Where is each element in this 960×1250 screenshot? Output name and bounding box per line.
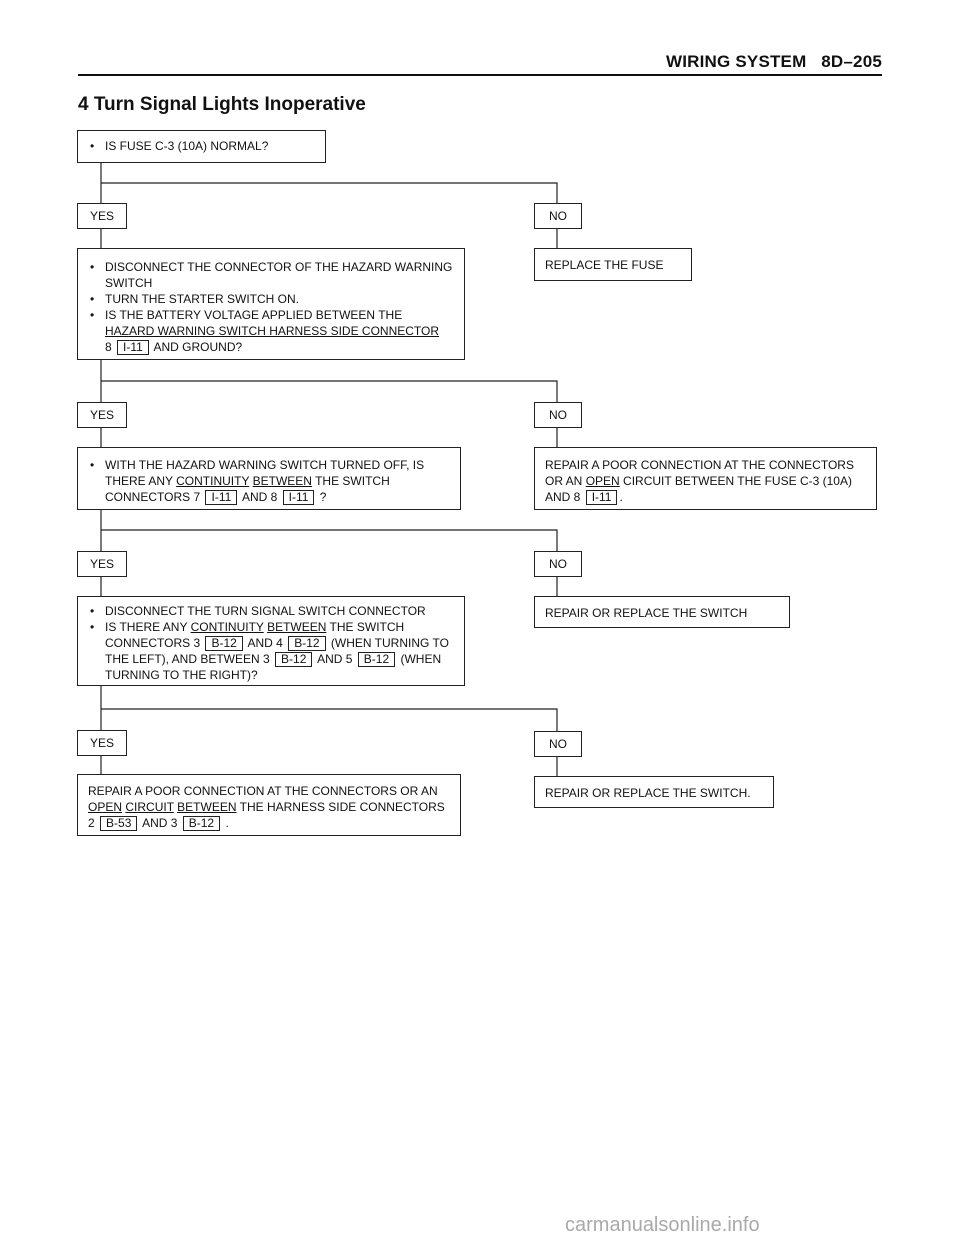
watermark: carmanualsonline.info [565, 1214, 760, 1236]
yes-label-1: YES [77, 203, 127, 229]
yes-label-2: YES [77, 402, 127, 428]
outcome-repair-switch [534, 596, 790, 628]
step-2-item-3 [88, 307, 456, 355]
step-5-line-3b: AND 3 [142, 816, 178, 830]
step-2-item-3-line-2: HAZARD WARNING SWITCH HARNESS SIDE CONNECTOR [105, 324, 440, 338]
no-label-3: NO [534, 551, 582, 577]
connector-tag: B-12 [358, 652, 395, 667]
step-4-line-2b: AND 4 [247, 636, 283, 650]
step-4-line-1e: THE SWITCH [326, 620, 405, 634]
no-label-2: NO [534, 402, 582, 428]
connector-tag: B-12 [183, 816, 220, 831]
outcome-2-line-1: REPAIR A POOR CONNECTION AT THE CONNECTORS [545, 458, 854, 472]
outcome-3-text: REPAIR OR REPLACE THE SWITCH [545, 606, 748, 620]
step-1-box [77, 130, 326, 163]
step-3-line-2e: THE SWITCH [311, 474, 390, 488]
page-title: 4 Turn Signal Lights Inoperative [78, 94, 366, 115]
connector-tag: I-11 [205, 490, 237, 505]
step-5-line-2e: BETWEEN [177, 800, 237, 814]
connector-tag: I-11 [117, 340, 149, 355]
line-s3-no [101, 530, 557, 551]
step-2-item-2: • TURN THE STARTER SWITCH ON. [88, 291, 456, 307]
outcome-repair-connection-fuse [534, 447, 877, 510]
yes-label-4: YES [77, 730, 127, 756]
step-3-line-2a: THERE ANY [105, 474, 177, 488]
step-3-question [88, 457, 452, 505]
step-2-item-3-line-1: IS THE BATTERY VOLTAGE APPLIED BETWEEN THE [105, 308, 403, 322]
outcome-2-line-2b: OPEN [585, 474, 620, 488]
outcome-repair-switch-final [534, 776, 774, 808]
step-4-line-2a: CONNECTORS 3 [105, 636, 201, 650]
step-4-item-1: • DISCONNECT THE TURN SIGNAL SWITCH CONNECTOR [88, 603, 456, 619]
outcome-2-line-2c: CIRCUIT BETWEEN THE FUSE C-3 (10A) [619, 474, 852, 488]
connector-tag: B-12 [275, 652, 312, 667]
step-2-box [77, 248, 465, 360]
outcome-2-line-3b: . [619, 490, 623, 504]
connector-tag: I-11 [283, 490, 315, 505]
step-4-line-1b: CONTINUITY [190, 620, 264, 634]
step-1-question: • IS FUSE C-3 (10A) NORMAL? [88, 138, 317, 154]
page-number: 8D–205 [821, 52, 882, 71]
step-2-pin: 8 [105, 340, 112, 354]
step-3-line-3a: CONNECTORS 7 [105, 490, 201, 504]
step-4-line-3a: THE LEFT), AND BETWEEN 3 [105, 652, 270, 666]
outcome-2-line-2a: OR AN [545, 474, 586, 488]
step-3-line-3c: ? [319, 490, 327, 504]
step-5-line-1: REPAIR A POOR CONNECTION AT THE CONNECTORS OR AN [88, 784, 438, 798]
yes-label-3: YES [77, 551, 127, 577]
step-3-line-2d: BETWEEN [252, 474, 312, 488]
step-4-line-1a: IS THERE ANY [105, 620, 191, 634]
step-3-box [77, 447, 461, 510]
step-4-line-3b: AND 5 [317, 652, 353, 666]
line-s2-no [101, 381, 557, 402]
step-2-tail: AND GROUND? [153, 340, 243, 354]
step-4-line-4: TURNING TO THE RIGHT)? [105, 668, 258, 682]
step-3-line-1: WITH THE HAZARD WARNING SWITCH TURNED OFF, IS [105, 458, 425, 472]
no-label-4: NO [534, 731, 582, 757]
step-2-item-1: • DISCONNECT THE CONNECTOR OF THE HAZARD WARNING SWITCH [88, 259, 456, 291]
step-4-line-1d: BETWEEN [267, 620, 327, 634]
connector-tag: I-11 [586, 490, 618, 505]
connector-tag: B-12 [205, 636, 242, 651]
step-4-item-2 [88, 619, 456, 683]
outcome-1-text: REPLACE THE FUSE [545, 258, 664, 272]
step-5-line-2a: OPEN [88, 800, 123, 814]
step-5-line-2f: THE HARNESS SIDE CONNECTORS [236, 800, 445, 814]
outcome-replace-fuse [534, 248, 692, 281]
step-5-line-3c: . [225, 816, 229, 830]
step-3-line-2b: CONTINUITY [176, 474, 250, 488]
outcome-2-line-3a: AND 8 [545, 490, 581, 504]
step-4-box [77, 596, 465, 686]
step-4-line-2c: (WHEN TURNING TO [330, 636, 449, 650]
step-4-line-3c: (WHEN [400, 652, 442, 666]
step-5-line-3a: 2 [88, 816, 95, 830]
section-title: WIRING SYSTEM [665, 52, 807, 71]
connector-tag: B-12 [288, 636, 325, 651]
line-s4-no [101, 709, 557, 731]
step-5-box [77, 774, 461, 836]
step-3-line-3b: AND 8 [241, 490, 278, 504]
connector-tag: B-53 [100, 816, 137, 831]
line-s1-no [101, 183, 557, 203]
no-label-1: NO [534, 203, 582, 229]
outcome-4-text: REPAIR OR REPLACE THE SWITCH. [545, 786, 751, 800]
step-5-line-2c: CIRCUIT [125, 800, 174, 814]
